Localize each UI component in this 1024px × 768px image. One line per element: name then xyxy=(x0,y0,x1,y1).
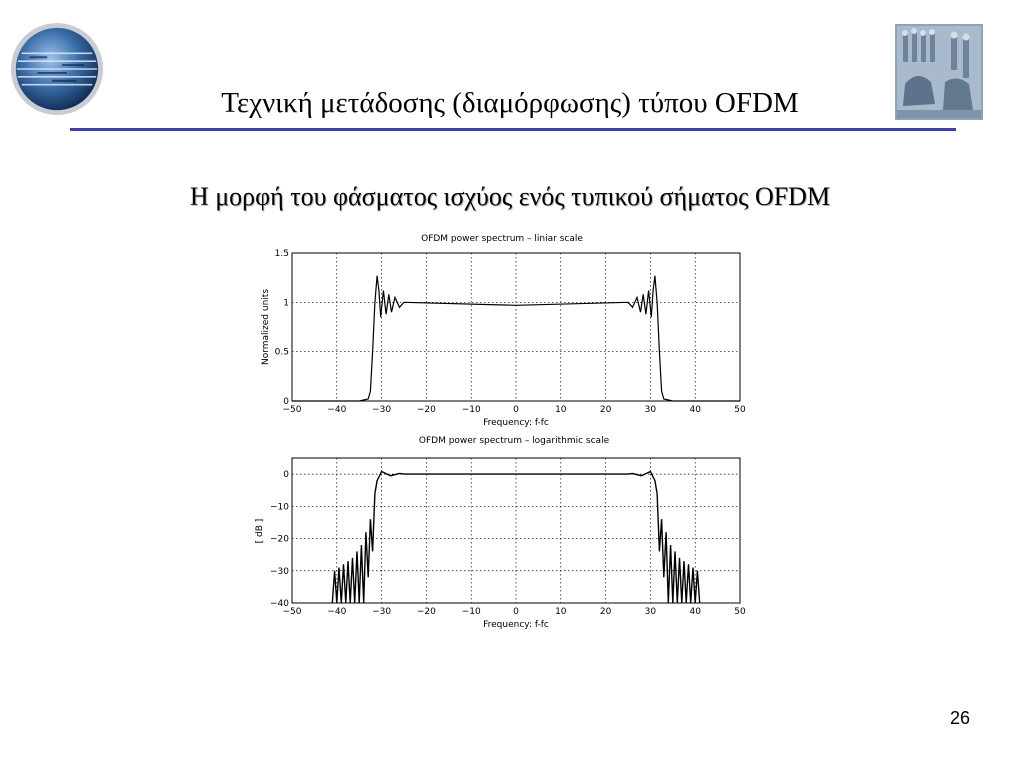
x-tick-label: 50 xyxy=(734,405,746,415)
spectrum-charts xyxy=(252,228,760,640)
x-tick-label: 20 xyxy=(599,607,612,617)
y-tick-label: −10 xyxy=(270,502,289,513)
slide-subtitle: Η μορφή του φάσματος ισχύος ενός τυπικού σήματος OFDM xyxy=(189,182,831,211)
x-tick-label: −20 xyxy=(416,607,436,617)
x-tick-label: −30 xyxy=(372,405,392,415)
x-tick-label: 10 xyxy=(555,405,567,415)
x-tick-label: −10 xyxy=(461,607,481,617)
slide-title: Τεχνική μετάδοσης (διαμόρφωσης) τύπου OFDM xyxy=(221,87,799,119)
x-tick-label: −40 xyxy=(327,607,347,617)
globe-logo-icon xyxy=(8,20,106,118)
x-tick-label: 30 xyxy=(644,607,657,617)
x-tick-label: −50 xyxy=(282,405,302,415)
x-tick-label: 30 xyxy=(644,405,657,415)
log-spectrum-chart xyxy=(255,436,746,630)
y-tick-label: 1.5 xyxy=(274,249,289,259)
plot-frame-linear xyxy=(292,253,740,401)
y-tick-label: −40 xyxy=(270,599,289,609)
x-axis-label-log: Frequency: f-fc xyxy=(483,620,549,630)
x-tick-label: 50 xyxy=(734,607,746,617)
y-tick-label: 0 xyxy=(283,397,289,407)
y-tick-label: 1 xyxy=(283,298,289,309)
page-number: 26 xyxy=(949,708,970,728)
x-tick-label: 0 xyxy=(513,405,519,415)
y-tick-label: 0.5 xyxy=(274,347,289,358)
title-divider xyxy=(70,128,956,131)
x-tick-label: 40 xyxy=(689,405,701,415)
y-tick-label: −20 xyxy=(270,534,289,545)
x-tick-label: −10 xyxy=(461,405,481,415)
x-tick-label: 20 xyxy=(599,405,612,415)
x-axis-label-linear: Frequency: f-fc xyxy=(483,418,549,428)
x-tick-label: −50 xyxy=(282,607,302,617)
x-tick-label: −30 xyxy=(372,607,392,617)
x-tick-label: 40 xyxy=(689,607,701,617)
chart-title-linear: OFDM power spectrum – liniar scale xyxy=(421,234,583,244)
relief-photo-icon xyxy=(895,24,983,120)
y-tick-label: 0 xyxy=(283,470,289,481)
x-tick-label: −20 xyxy=(416,405,436,415)
linear-spectrum-chart xyxy=(261,234,746,428)
x-tick-label: 10 xyxy=(555,607,567,617)
y-tick-label: −30 xyxy=(270,566,289,577)
chart-title-log: OFDM power spectrum – logarithmic scale xyxy=(418,436,610,446)
y-axis-label-log: [ dB ] xyxy=(255,518,265,544)
x-tick-label: −40 xyxy=(327,405,347,415)
y-axis-label-linear: Normalized units xyxy=(261,288,271,366)
x-tick-label: 0 xyxy=(513,607,519,617)
